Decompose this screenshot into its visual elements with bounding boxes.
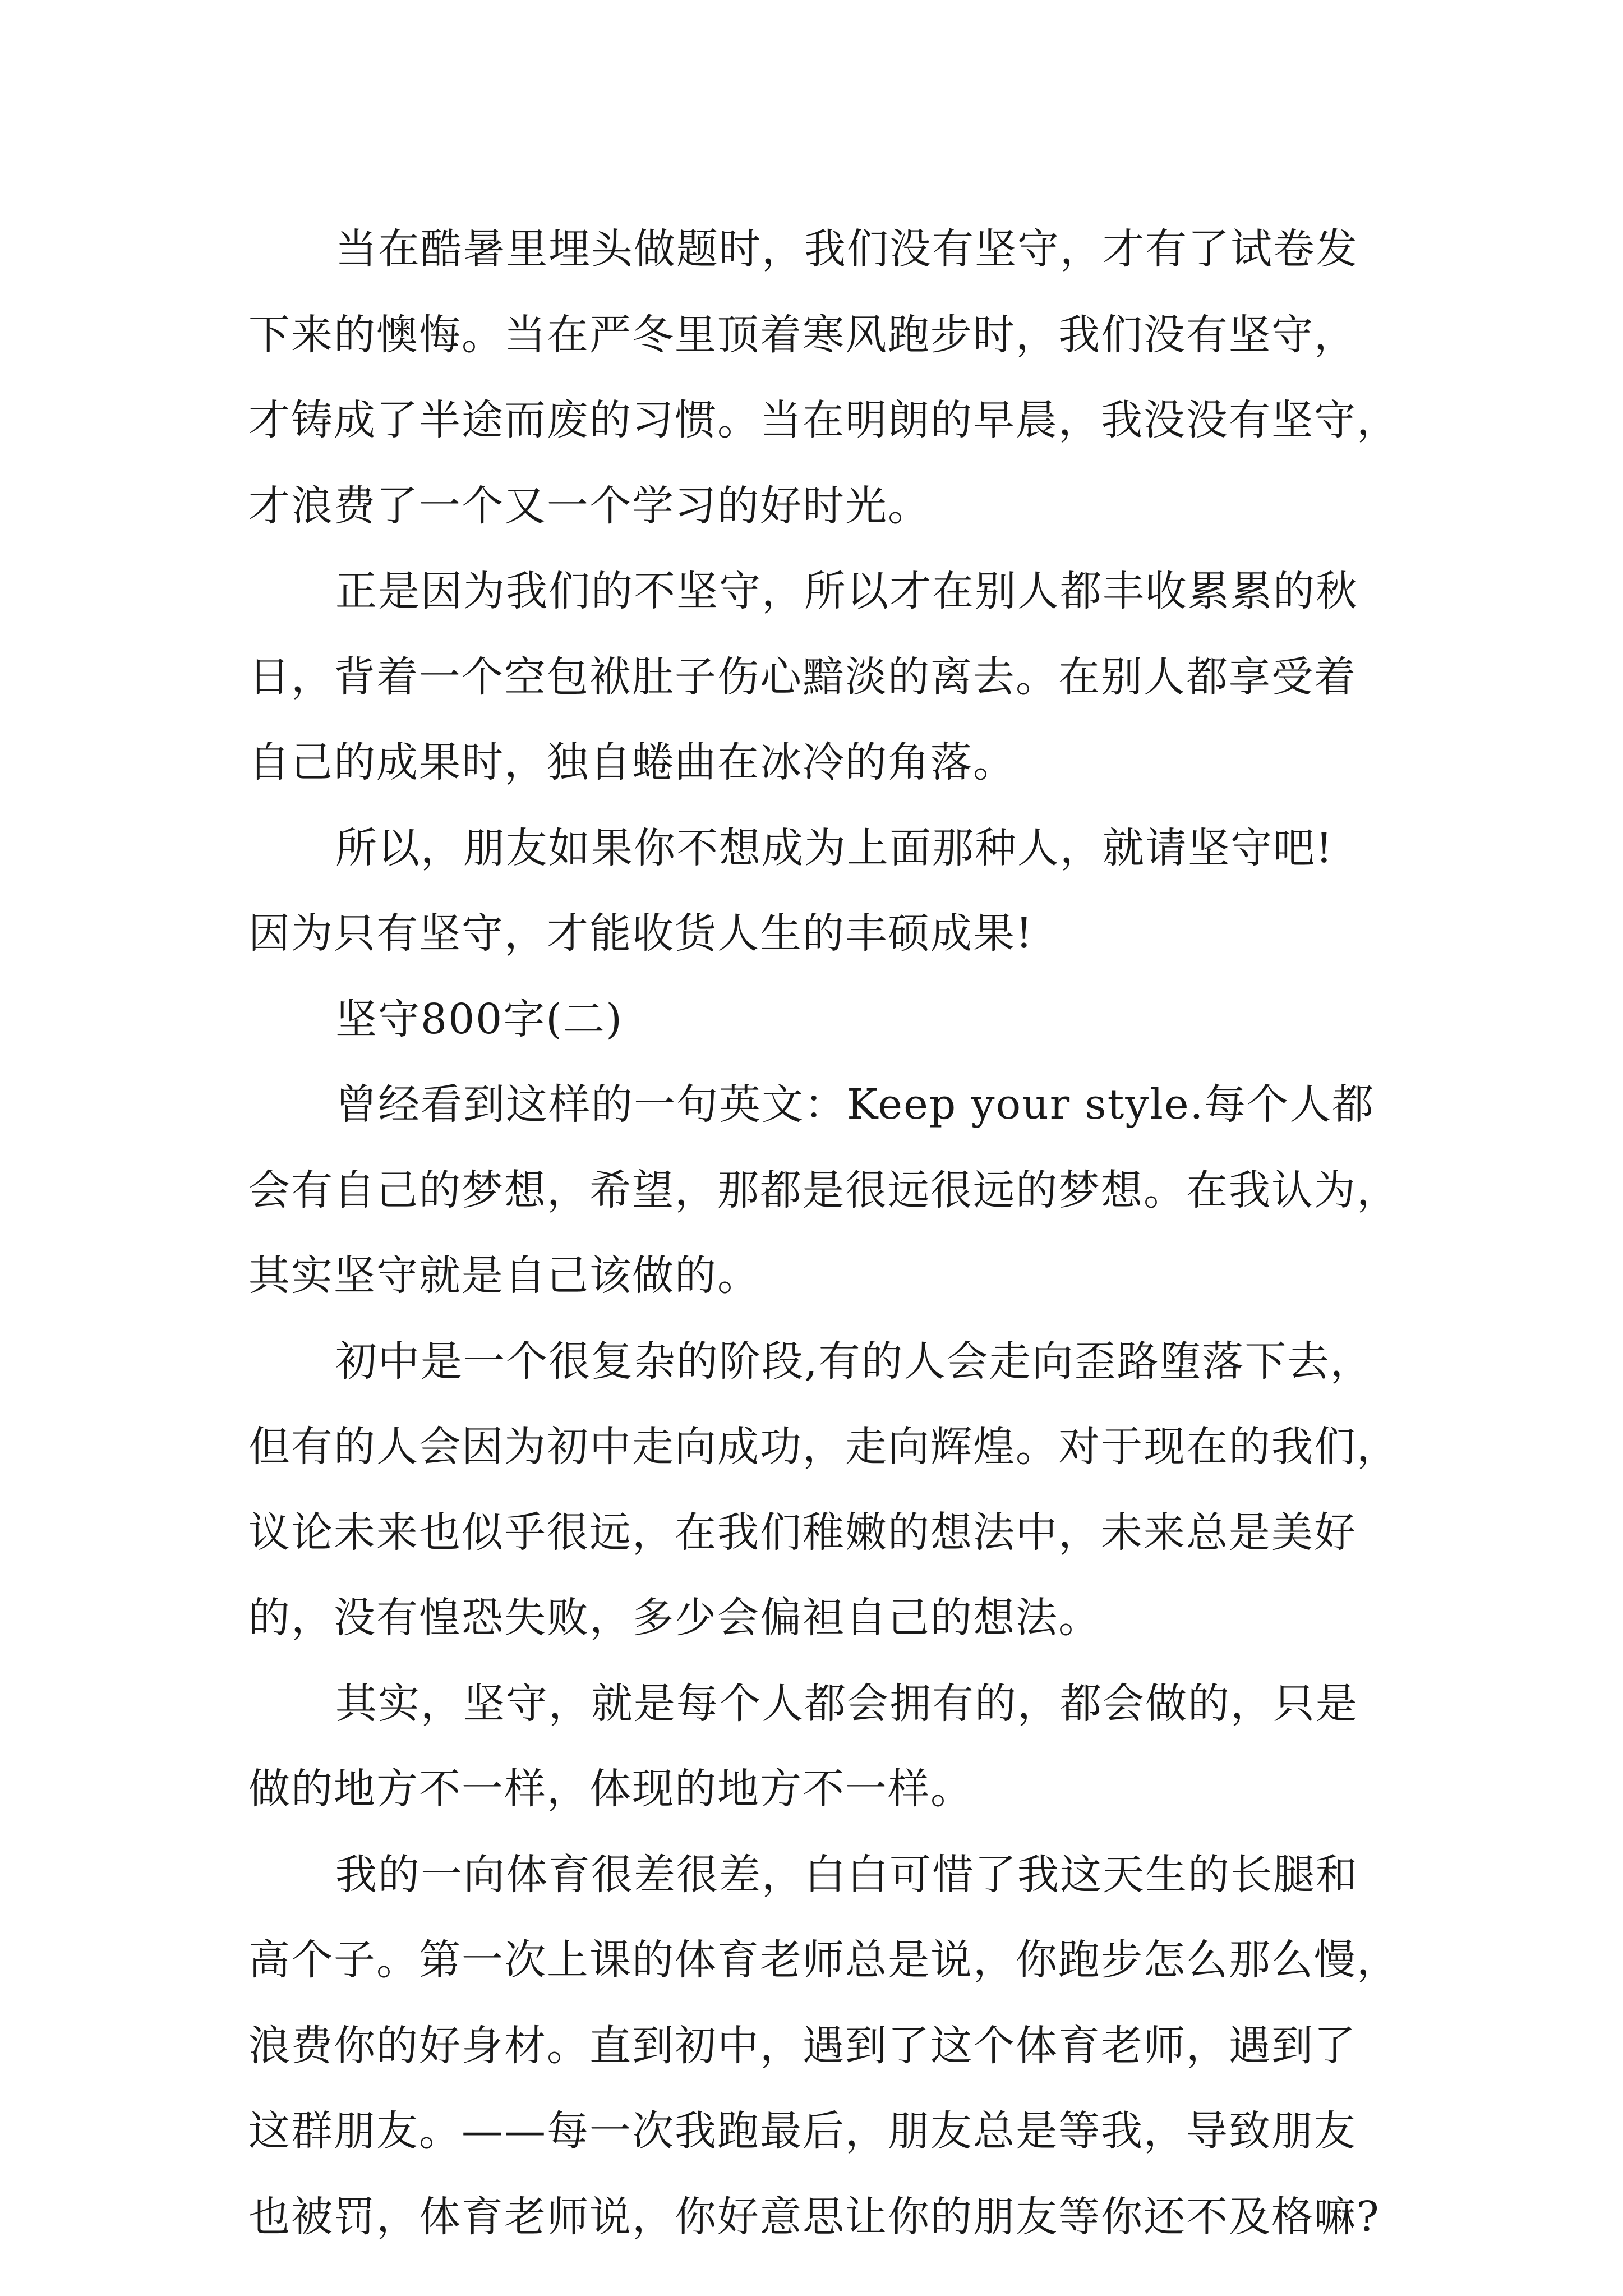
text-line: 其实坚守就是自己该做的。 [248,1251,760,1300]
paragraph-1 [248,206,1399,549]
text-line: 初中是一个很复杂的阶段,有的人会走向歪路堕落下去， [335,1337,1373,1386]
text-line: 议论未来也似乎很远，在我们稚嫩的想法中，未来总是美好 [248,1508,1357,1557]
text-line: 但有的人会因为初中走向成功，走向辉煌。对于现在的我们， [248,1423,1399,1471]
text-line: 我的一向体育很差很差，白白可惜了我这天生的长腿和 [335,1850,1358,1899]
text-line: 因为只有坚守，才能收货人生的丰硕成果! [248,909,1034,958]
text-line: 下来的懊悔。当在严冬里顶着寒风跑步时，我们没有坚守， [248,310,1357,359]
text-line: 所以，朋友如果你不想成为上面那种人，就请坚守吧! [335,823,1334,872]
document-body [248,206,1399,2260]
paragraph-5 [248,1319,1399,1661]
text-line: 自己的成果时，独自蜷曲在冰冷的角落。 [248,738,1016,786]
text-line: 也被罚，体育老师说，你好意思让你的朋友等你还不及格嘛? [248,2192,1380,2241]
text-line: 做的地方不一样，体现的地方不一样。 [248,1765,973,1813]
section-heading [248,977,1393,1062]
text-line: 的，没有惶恐失败，多少会偏袒自己的想法。 [248,1594,1101,1642]
paragraph-4 [248,1062,1399,1319]
text-line: 日，背着一个空包袱肚子伤心黯淡的离去。在别人都享受着 [248,652,1357,701]
paragraph-2 [248,549,1393,806]
text-line: 其实，坚守，就是每个人都会拥有的，都会做的，只是 [335,1679,1358,1728]
text-line: 浪费你的好身材。直到初中，遇到了这个体育老师，遇到了 [248,2021,1357,2070]
heading-text: 坚守800字(二) [335,995,623,1043]
text-line: 才铸成了半途而废的习惯。当在明朗的早晨，我没没有坚守， [248,396,1399,444]
paragraph-6 [248,1661,1393,1832]
text-line: 正是因为我们的不坚守，所以才在别人都丰收累累的秋 [335,567,1358,615]
text-line: 当在酷暑里埋头做题时，我们没有坚守，才有了试卷发 [335,225,1358,273]
paragraph-3 [248,806,1393,977]
text-line: 才浪费了一个又一个学习的好时光。 [248,481,930,530]
text-line: 高个子。第一次上课的体育老师总是说，你跑步怎么那么慢， [248,1936,1399,1984]
text-line: 这群朋友。——每一次我跑最后，朋友总是等我，导致朋友 [248,2107,1357,2155]
paragraph-7 [248,1832,1399,2260]
text-line: 会有自己的梦想，希望，那都是很远很远的梦想。在我认为， [248,1166,1399,1214]
text-line: 曾经看到这样的一句英文：Keep your style.每个人都 [335,1080,1375,1129]
